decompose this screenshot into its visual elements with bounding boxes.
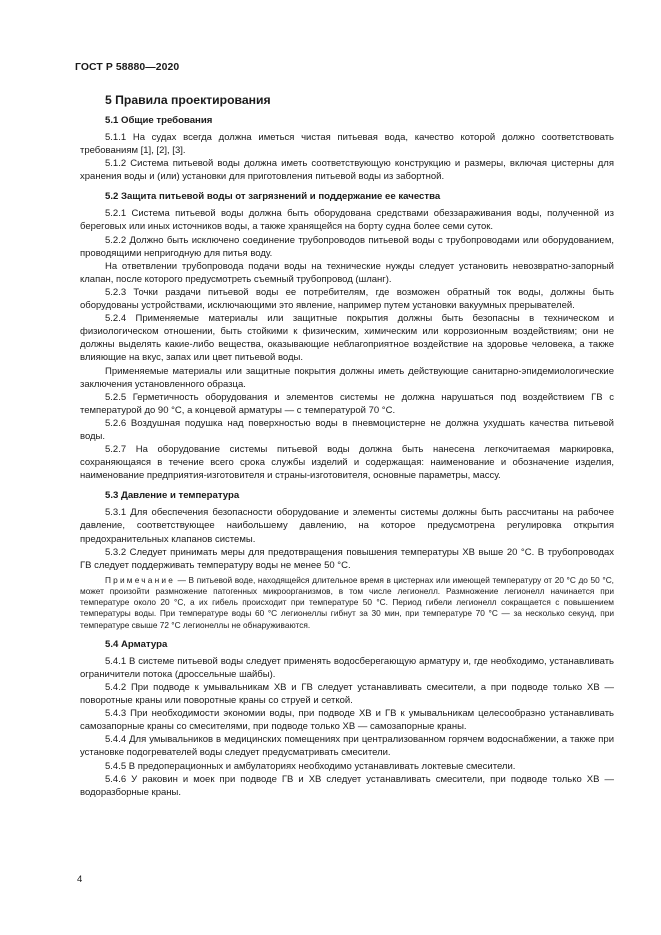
paragraph-5-3-1: 5.3.1 Для обеспечения безопасности оборудование и элементы системы должны быть рассчитаны на рабочее давление, соответствующее наибольшему давлению, на которое предусмотрена регулировка открытия предохранительных клапанов системы. [80,507,614,545]
page-content [80,93,614,799]
paragraph-5-2-5: 5.2.5 Герметичность оборудования и элементов системы не должна нарушаться под воздействием ГВ с температурой до 90 °С, а концевой арматуры — с температурой 70 °С. [80,391,614,416]
paragraph-5-4-2: 5.4.2 При подводе к умывальникам ХВ и ГВ следует устанавливать смесители, а при подводе только ХВ — поворотные краны или поворотные краны со струей и сеткой. [80,682,614,707]
paragraph-5-4-5: 5.4.5 В предоперационных и амбулаториях необходимо устанавливать локтевые смесители. [105,760,516,772]
paragraph-5-2-4-continued: Применяемые материалы или защитные покрытия должны иметь действующие санитарно-эпидемиологические заключения установленного образца. [80,365,614,390]
subsection-title-5-2: 5.2 Защита питьевой воды от загрязнений и поддержание ее качества [105,191,441,203]
subsection-title-5-1: 5.1 Общие требования [105,115,213,126]
paragraph-5-1-1: 5.1.1 На судах всегда должна иметься чистая питьевая вода, качество которой должно соответствовать требованиям [1], [2], [3]. [80,132,614,157]
subsection-title-5-3: 5.3 Давление и температура [105,490,240,502]
paragraph-5-2-2: 5.2.2 Должно быть исключено соединение трубопроводов питьевой воды с трубопроводами или оборудованием, проводящими непригодную для питья воду. [80,234,614,259]
paragraph-5-2-6: 5.2.6 Воздушная подушка над поверхностью воды в пневмоцистерне не должна ухудшать качества питьевой воды. [80,417,614,442]
paragraph-5-2-7: 5.2.7 На оборудование системы питьевой воды должна быть нанесена легкочитаемая маркировка, сохраняющаяся в течение всего срока службы изделий и содержащая: наименование и обозначение изделия, наименование предприятия-изготовителя и страны-изготовителя, основные параметры, массу. [80,444,614,482]
note [80,575,614,631]
paragraph-5-2-3: 5.2.3 Точки раздачи питьевой воды ее потребителям, где возможен обратный ток воды, должны быть оборудованы устройствами, исключающими это явление, например путем установки вакуумных прерывателей. [80,286,614,312]
paragraph-5-1-2: 5.1.2 Система питьевой воды должна иметь соответствующую конструкцию и размеры, включая цистерны для хранения воды и (или) установки для приготовления питьевой воды из забортной. [80,158,614,183]
standard-designation: ГОСТ Р 58880—2020 [75,62,180,73]
paragraph-5-3-2: 5.3.2 Следует принимать меры для предотвращения повышения температуры ХВ выше 20 °С. В трубопроводах ГВ следует поддерживать температуру воды не менее 50 °С. [80,546,614,571]
note-text: — В питьевой воде, находящейся длительное время в цистернах или имеющей температуру от 20 °С до 50 °С, может произойти размножение патогенных микроорганизмов, в том числе легионелл. Размножение легионелл начинается при температуре около 20 °С, а их гибель происходит при температуре 50 °С. Период гибели легионелл сокращается с повышением температуры воды. При температуре воды 60 °С легионеллы гибнут за 30 мин, при температуре 70 °С — за несколько секунд, при температуре свыше 72 °С легионеллы не обнаруживаются. [80,574,614,630]
subsection-title-5-4: 5.4 Арматура [105,638,168,650]
paragraph-5-4-6: 5.4.6 У раковин и моек при подводе ГВ и ХВ следует устанавливать смесители, при подводе только ХВ — водоразборные краны. [80,773,614,798]
note-label: Примечание [105,574,176,585]
paragraph-5-4-1: 5.4.1 В системе питьевой воды следует применять водосберегающую арматуру и, где необходимо, устанавливать ограничители потока (дроссельные шайбы). [80,655,614,680]
paragraph-5-2-1: 5.2.1 Система питьевой воды должна быть оборудована средствами обеззараживания воды, полученной из береговых или иных источников воды, а также хранящейся на борту судна более семи суток. [80,208,614,233]
paragraph-5-4-3: 5.4.3 При необходимости экономии воды, при подводе ХВ и ГВ к умывальникам целесообразно устанавливать самозапорные краны со смесителями, при подводе только ХВ — самозапорные краны. [80,708,614,733]
section-title: 5 Правила проектирования [105,93,271,107]
paragraph-5-2-2-continued: На ответвлении трубопровода подачи воды на технические нужды следует установить невозвратно-запорный клапан, после которого предусмотреть съемный трубопровод (шланг). [80,260,614,285]
page-number: 4 [77,874,83,885]
paragraph-5-2-4: 5.2.4 Применяемые материалы или защитные покрытия должны быть безопасны в техническом и физиологическом отношении, быть стойкими к физическим, химическим или коррозионным воздействиям; они не должны выделять какие-либо вещества, оказывающие неблагоприятное воздействие на здоровье человека, а также влияющие на вкус, запах или цвет питьевой воды. [80,313,614,364]
paragraph-5-4-4: 5.4.4 Для умывальников в медицинских помещениях при централизованном горячем водоснабжении, а также при установке подогревателей воды следует предусматривать смесители. [80,734,614,759]
